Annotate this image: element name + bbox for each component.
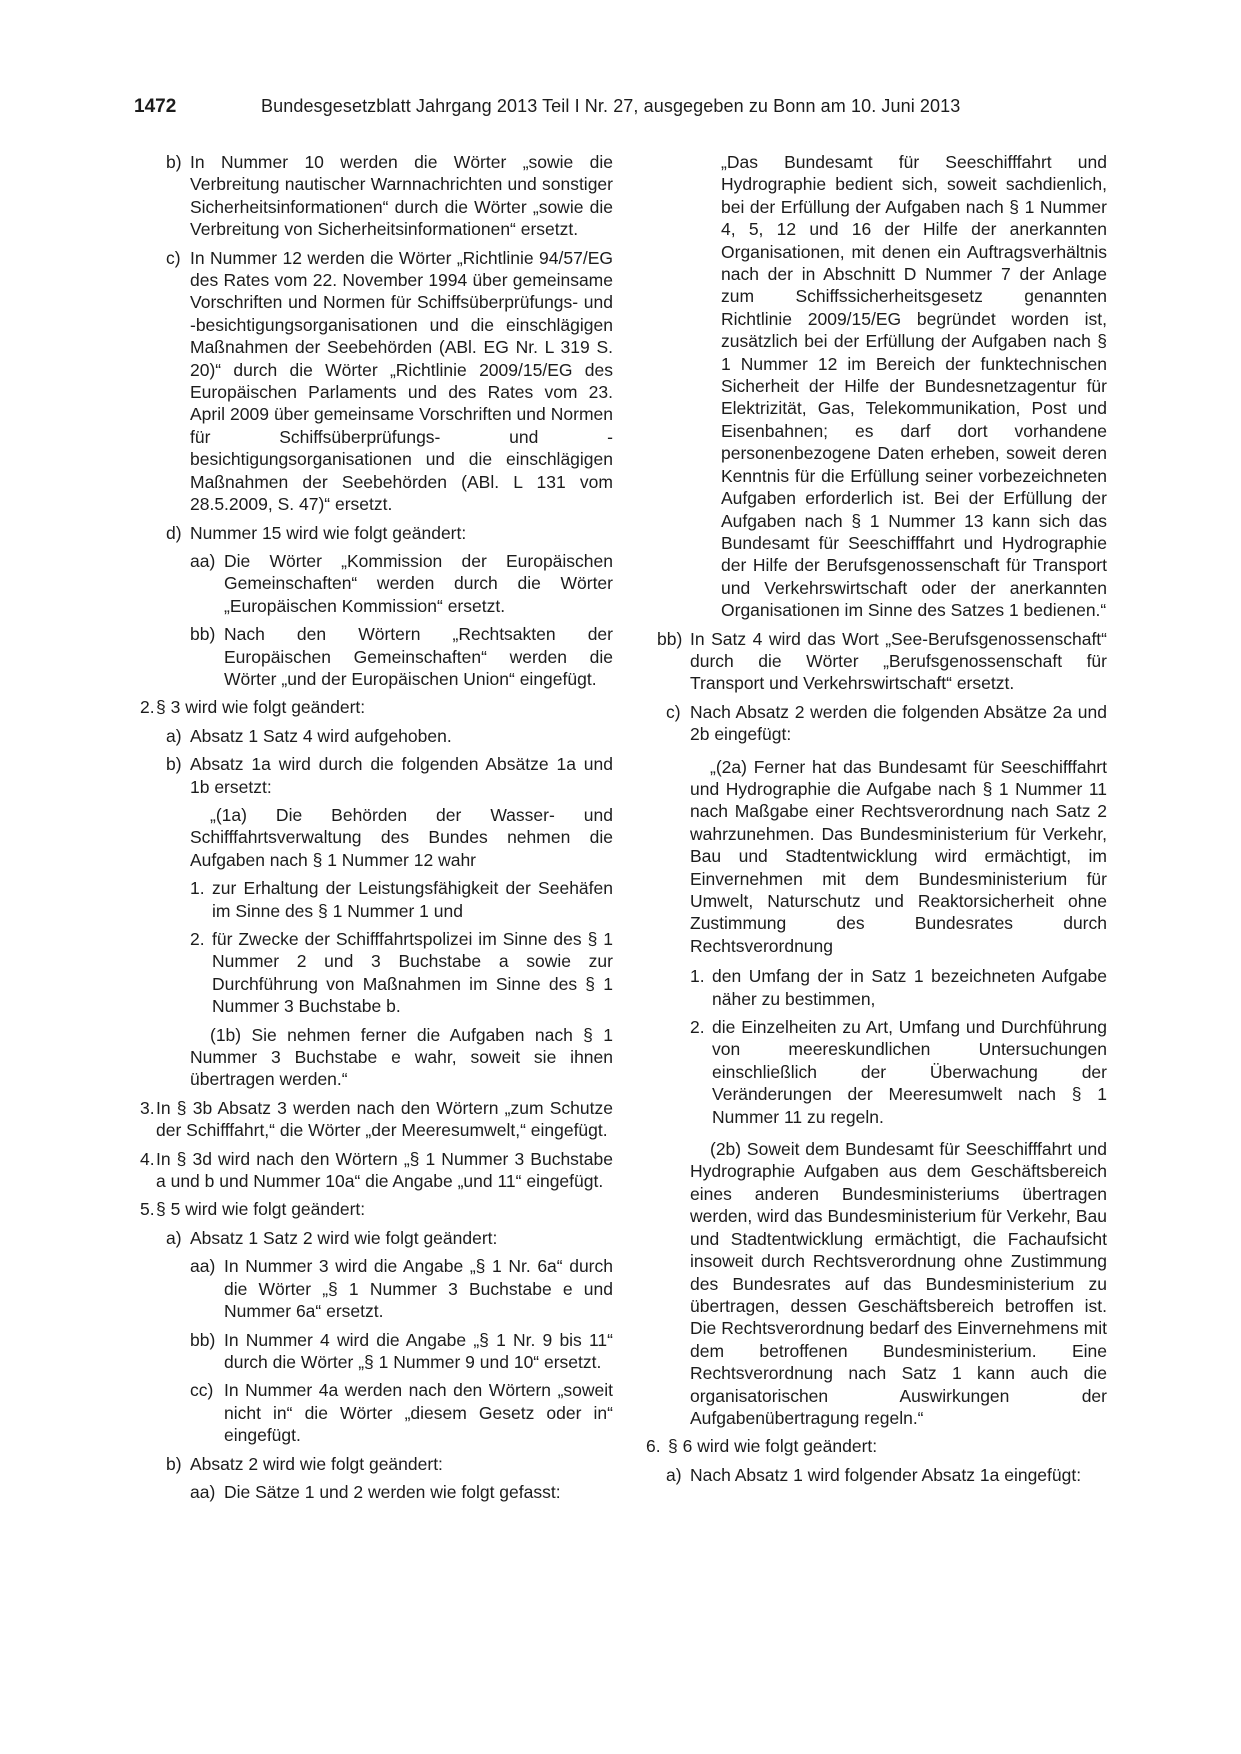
item-5-b-aa [134,1481,613,1503]
item-label: b) [166,1453,182,1474]
quote-1a-item-1 [134,877,613,922]
item-4 [134,1148,613,1193]
quote-2a-item-1 [646,965,1107,1010]
item-label: 1. [690,966,705,987]
item-5 [134,1198,613,1220]
item-2-b [134,753,613,798]
item-text: Die Wörter „Kommission der Europäischen Gemeinschaften“ werden durch die Wörter „Europäischen Kommission“ ersetzt. [224,550,613,616]
item-text: § 3 wird wie folgt geändert: [156,697,366,718]
item-5-a-bb [134,1329,613,1374]
item-label: a) [166,725,182,746]
item-text: zur Erhaltung der Leistungsfähigkeit der Seehäfen im Sinne des § 1 Nummer 1 und [212,878,613,921]
page-number: 1472 [134,96,177,117]
item-c [134,247,613,516]
item-label: 6. [646,1436,661,1457]
item-6-a [646,1464,1107,1486]
item-text: In Nummer 10 werden die Wörter „sowie die Verbreitung nautischer Warnnachrichten und sonstiger Sicherheitsinformationen“ durch die Wörter „sowie die Verbreitung von Sicherheitsinformationen“ ersetzt. [190,152,613,240]
item-text: § 6 wird wie folgt geändert: [668,1436,878,1457]
item-c [646,701,1107,746]
item-label: b) [166,754,182,775]
item-d [134,522,613,544]
item-label: 2. [190,929,205,949]
quote-satz-1-2: „Das Bundesamt für Seeschifffahrt und Hydrographie bedient sich, soweit sachdienlich, bei der Erfüllung der Aufgaben nach § 1 Nummer 4, 5, 12 und 16 der Hilfe der anerkannten Organisationen, mit denen ein Auftragsverhältnis nach der in Abschnitt D Nummer 7 der Anlage zum Schiffssicherheitsgesetz genannten Richtlinie 2009/15/EG begründet worden ist, zusätzlich bei der Erfüllung der Aufgaben nach § 1 Nummer 12 im Bereich der funktechnischen Sicherheit der Hilfe der Bundesnetzagentur für Elektrizität, Gas, Telekommunikation, Post und Eisenbahnen; es darf dort vorhandene personenbezogene Daten erheben, soweit deren Kenntnis für die Erfüllung seiner vorbezeichneten Aufgaben erforderlich ist. Bei der Erfüllung der Aufgaben nach § 1 Nummer 13 kann sich das Bundesamt für Seeschifffahrt und Hydrographie der Hilfe der Berufsgenossenschaft für Transport und Verkehrswirtschaft oder der anerkannten Organisationen im Sinne des Satzes 1 bedienen.“ [721,152,1107,621]
item-d-bb [134,623,613,690]
item-label: a) [166,1227,182,1248]
item-label: cc) [190,1380,214,1401]
item-label: 5. [140,1199,155,1220]
page-header [134,96,1134,126]
item-text: Absatz 1 Satz 4 wird aufgehoben. [190,725,452,746]
item-text: für Zwecke der Schifffahrtspolizei im Sinne des § 1 Nummer 2 und 3 Buchstabe a sowie zur Durchführung von Maßnahmen im Sinne des § 1 Nummer 3 Buchstabe b. [212,929,613,1017]
item-label: aa) [190,1256,216,1277]
item-label: aa) [190,1481,216,1502]
item-6 [646,1435,1107,1457]
item-label: aa) [190,550,216,571]
item-d-aa [134,550,613,617]
item-text: Nach den Wörtern „Rechtsakten der Europäischen Gemeinschaften“ werden die Wörter „und der Europäischen Union“ eingefügt. [224,624,613,689]
item-5-a [134,1227,613,1249]
item-text: In § 3b Absatz 3 werden nach den Wörtern „zum Schutze der Schifffahrt,“ die Wörter „der Meeresumwelt,“ eingefügt. [156,1097,613,1141]
left-column [134,151,613,1509]
item-text: die Einzelheiten zu Art, Umfang und Durchführung von meereskundlichen Untersuchungen einschließlich der Überwachung der Veränderungen der Meeresumwelt nach § 1 Nummer 11 zu regeln. [712,1017,1107,1127]
item-label: bb) [190,1329,216,1350]
item-label: bb) [657,628,683,649]
item-b [134,151,613,241]
right-column [646,151,1107,1492]
item-text: In Nummer 4 wird die Angabe „§ 1 Nr. 9 bis 11“ durch die Wörter „§ 1 Nummer 9 und 10“ ersetzt. [224,1329,613,1372]
item-label: d) [166,522,182,543]
item-label: bb) [190,624,216,645]
item-label: 2. [690,1017,705,1038]
item-label: 1. [190,878,205,899]
quote-2b: (2b) Soweit dem Bundesamt für Seeschifffahrt und Hydrographie Aufgaben aus dem Geschäftsbereich eines anderen Bundesministeriums übertragen werden, wird das Bundesministerium für Verkehr, Bau und Stadtentwicklung ermächtigt, die Fachaufsicht insoweit durch Rechtsverordnung ohne Zustimmung des Bundesrates auf das Bundesministerium zu übertragen, dessen Geschäftsbereich betroffen ist. Die Rechtsverordnung bedarf des Einvernehmens mit dem betroffenen Bundesministerium. Eine Rechtsverordnung nach Satz 1 kann auch die organisatorischen Auswirkungen der Aufgabenübertragung regeln.“ [690,1139,1107,1428]
item-text: In Nummer 4a werden nach den Wörtern „soweit nicht in“ die Wörter „diesem Gesetz oder in“ eingefügt. [224,1380,613,1446]
item-label: c) [666,701,681,722]
item-text: In Nummer 3 wird die Angabe „§ 1 Nr. 6a“ durch die Wörter „§ 1 Nummer 3 Buchstabe e und Nummer 6a“ ersetzt. [224,1256,613,1322]
item-5-b [134,1453,613,1475]
item-label: 3. [140,1097,155,1118]
item-3 [134,1097,613,1142]
item-label: c) [166,247,181,268]
item-label: 2. [140,697,155,718]
quote-1b: (1b) Sie nehmen ferner die Aufgaben nach § 1 Nummer 3 Buchstabe e wahr, soweit sie ihnen übertragen werden.“ [190,1024,613,1090]
item-text: § 5 wird wie folgt geändert: [156,1199,366,1220]
item-text: Absatz 2 wird wie folgt geändert: [190,1453,443,1474]
item-5-a-aa [134,1255,613,1322]
quote-2a-item-2 [646,1016,1107,1128]
item-text: Nach Absatz 2 werden die folgenden Absätze 2a und 2b eingefügt: [690,701,1107,745]
item-text: den Umfang der in Satz 1 bezeichneten Aufgabe näher zu bestimmen, [712,966,1107,1009]
item-text: In Nummer 12 werden die Wörter „Richtlinie 94/57/EG des Rates vom 22. November 1994 über gemeinsame Vorschriften und Normen für Schiffsüberprüfungs- und -besichtigungsorganisationen und die einschlägigen Maßnahmen der Seebehörden (ABl. EG Nr. L 319 S. 20)“ durch die Wörter „Richtlinie 2009/15/EG des Europäischen Parlaments und des Rates vom 23. April 2009 über gemeinsame Vorschriften und Normen für Schiffsüberprüfungs- und -besichtigungsorganisationen und die einschlägigen Maßnahmen der Seebehörden (ABl. L 131 vom 28.5.2009, S. 47)“ ersetzt. [190,247,613,515]
item-text: Nach Absatz 1 wird folgender Absatz 1a eingefügt: [690,1464,1082,1485]
item-text: Die Sätze 1 und 2 werden wie folgt gefasst: [224,1481,561,1502]
item-label: a) [666,1464,682,1485]
item-2 [134,696,613,718]
item-text: In Satz 4 wird das Wort „See-Berufsgenossenschaft“ durch die Wörter „Berufsgenossenschaft für Transport und Verkehrswirtschaft“ ersetzt. [690,628,1107,694]
item-text: In § 3d wird nach den Wörtern „§ 1 Nummer 3 Buchstabe a und b und Nummer 10a“ die Angabe „und 11“ eingefügt. [156,1148,613,1192]
item-bb [646,628,1107,695]
item-label: 4. [140,1148,155,1169]
item-text: Nummer 15 wird wie folgt geändert: [190,522,467,543]
item-5-a-cc [134,1379,613,1446]
item-label: b) [166,152,182,172]
item-text: Absatz 1a wird durch die folgenden Absätze 1a und 1b ersetzt: [190,754,613,797]
item-2-a [134,725,613,747]
quote-1a-item-2 [134,928,613,1018]
item-text: Absatz 1 Satz 2 wird wie folgt geändert: [190,1227,498,1248]
running-title: Bundesgesetzblatt Jahrgang 2013 Teil I Nr. 27, ausgegeben zu Bonn am 10. Juni 2013 [261,96,961,116]
quote-1a: „(1a) Die Behörden der Wasser- und Schifffahrtsverwaltung des Bundes nehmen die Aufgaben nach § 1 Nummer 12 wahr [190,804,613,870]
quote-2a: „(2a) Ferner hat das Bundesamt für Seeschifffahrt und Hydrographie die Aufgabe nach § 1 Nummer 11 nach Maßgabe einer Rechtsverordnung nach Satz 2 wahrzunehmen. Das Bundesministerium für Verkehr, Bau und Stadtentwicklung wird ermächtigt, im Einvernehmen mit dem Bundesministerium für Umwelt, Naturschutz und Reaktorsicherheit ohne Zustimmung des Bundesrates durch Rechtsverordnung [690,756,1107,956]
